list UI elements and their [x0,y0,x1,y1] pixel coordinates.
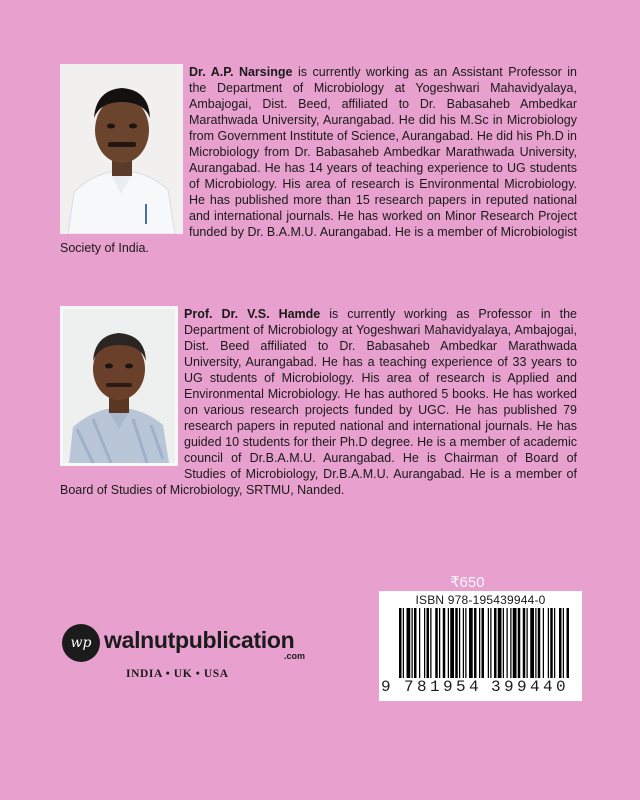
author1-name: Dr. A.P. Narsinge [189,65,293,79]
barcode-bar [510,608,511,678]
barcode-bars [385,608,576,680]
barcode-digit: 9 [517,678,527,696]
barcode-bar [430,608,431,678]
barcode-digit: 1 [430,678,440,696]
barcode-digit: 9 [504,678,514,696]
barcode-bar [399,608,402,678]
barcode-bar [479,608,480,678]
barcode-bar [523,608,526,678]
author2-section [60,306,577,498]
barcode-bar [459,608,460,678]
barcode-bar [435,608,438,678]
barcode-digit: 3 [491,678,501,696]
barcode-bar [448,608,449,678]
author2-name: Prof. Dr. V.S. Hamde [184,307,321,321]
barcode-bar [527,608,528,678]
author2-photo [60,306,178,466]
barcode-bar [474,608,477,678]
publisher-suffix: .com [284,651,306,661]
barcode-bar [567,608,570,678]
barcode-bar [403,608,404,678]
barcode-bar [419,608,420,678]
price-label: ₹650 [450,574,485,591]
barcode-digit: 9 [443,678,453,696]
author1-photo [60,64,183,234]
barcode-bar [494,608,497,678]
publisher-countries: INDIA • UK • USA [126,668,229,680]
barcode-digit: 9 [381,678,391,696]
barcode-bar [463,608,464,678]
barcode-bar [424,608,425,678]
barcode-bar [554,608,555,678]
barcode-bar [513,608,517,678]
barcode-bar [465,608,466,678]
isbn-text: ISBN 978-195439944-0 [415,593,546,607]
barcode-bar [550,608,553,678]
barcode-bar [530,608,534,678]
barcode-digit: 4 [543,678,553,696]
barcode-bar [498,608,502,678]
barcode-bar [518,608,521,678]
barcode-bar [482,608,485,678]
barcode-bar [559,608,562,678]
barcode-bar [488,608,489,678]
barcode-digit: 0 [556,678,566,696]
barcode-bar [455,608,458,678]
barcode-digit: 7 [404,678,414,696]
author1-section [60,64,577,256]
barcode-bar [490,608,491,678]
barcode-bar [450,608,454,678]
barcode-digit: 4 [530,678,540,696]
author1-bio: is currently working as an Assistant Professor in the Department of Microbiology at Yogeshwari Mahavidyalaya, Ambajogai, Dist. Beed, affiliated to Dr. Babasaheb Ambedkar Marathwada University, Aurangabad. He did his M.Sc in Microbiology from Government Institute of Science, Aurangabad. He did his Ph.D in Microbiology from Dr. Babasaheb Ambedkar Marathwada University, Aurangabad. He has 14 years of teaching experience to UG students of Microbiology. His area of research is Environmental Microbiology. He has published more than 15 research papers in reputed national and international journals. He has worked on Minor Research Project funded by Dr. B.A.M.U. Aurangabad. He is a member of Microbiologist Society of India. [60,65,577,255]
walnut-logo-icon: wp [62,624,100,662]
barcode-bar [548,608,549,678]
publisher-name: walnutpublication [104,627,295,653]
barcode-bar [414,608,417,678]
barcode-bar [503,608,504,678]
author2-bio: is currently working as Professor in the Department of Microbiology at Yogeshwari Mahavidyalaya, Ambajogai, Dist. Beed affiliated to Dr. Babasaheb Ambedkar Marathwada University, Aurangabad. He has a teaching experience of 33 years to UG students of Microbiology. His area of research is Applied and Environmental Microbiology. He has authored 5 books. He has worked on various research projects funded by UGC. He has published 79 research papers in reputed national and international journals. He has guided 10 students for their Ph.D degree. He is a member of academic council of Dr.B.A.M.U. Aurangabad. He is Chairman of Board of Studies of Microbiology, Dr.B.A.M.U. Aurangabad. He is a member of Board of Studies of Microbiology, SRTMU, Nanded. [60,307,577,497]
barcode-bar [563,608,564,678]
barcode-bar [407,608,411,678]
barcode-bar [412,608,413,678]
barcode-digit: 4 [469,678,479,696]
barcode-bar [507,608,508,678]
barcode-bar [427,608,430,678]
barcode-digit: 8 [417,678,427,696]
barcode-bar [443,608,446,678]
barcode-bar [439,608,440,678]
barcode-bar [535,608,536,678]
barcode-bar [543,608,544,678]
barcode [379,591,582,701]
barcode-bar [538,608,541,678]
barcode-bar [469,608,473,678]
barcode-digit: 5 [456,678,466,696]
